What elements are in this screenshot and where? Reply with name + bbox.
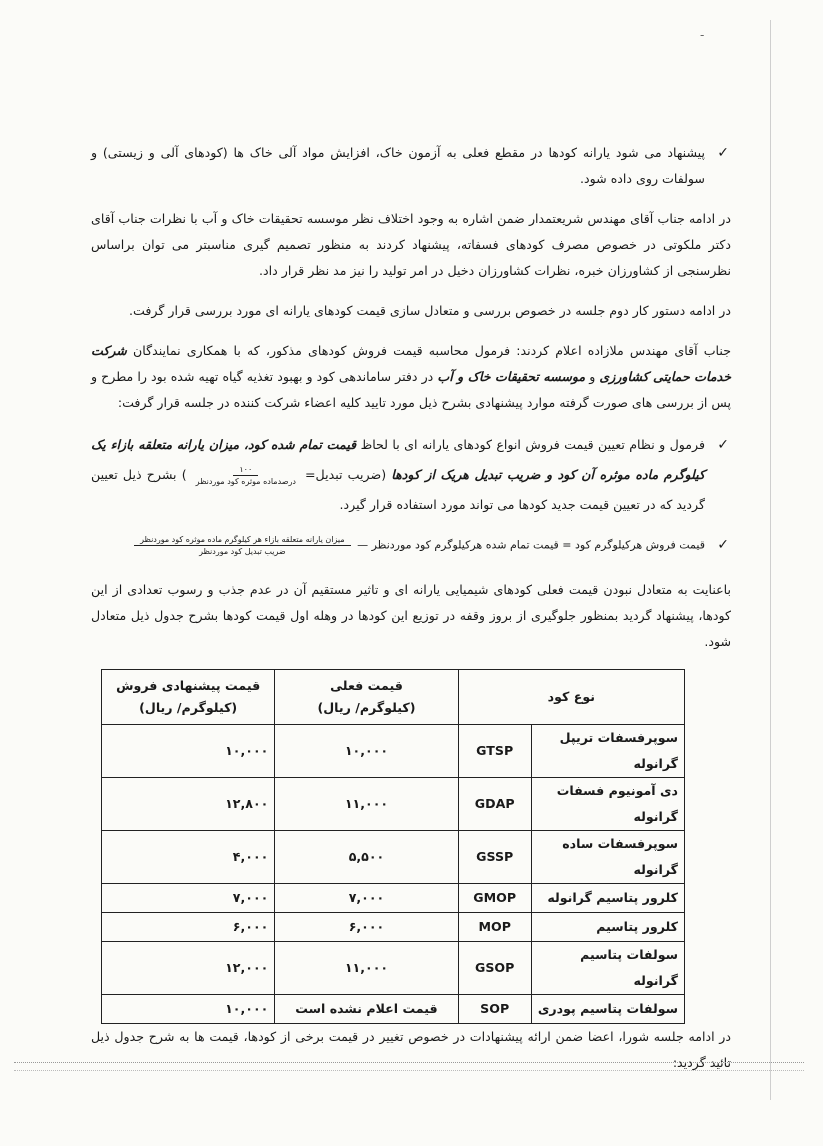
table-row: دی آمونیوم فسفات گرانوله GDAP ۱۱,۰۰۰ ۱۲,۸۰۰ <box>102 778 685 831</box>
subsidy-fraction: $\frac{\text{میزان یارانه متعلقه بازاء هر کیلوگرم ماده موثره کود موردنظر}}{\text{ضریب تبدیل کود موردنظر}}$ <box>134 534 351 557</box>
conversion-factor-fraction: $\frac{۱۰۰}{\text{درصدماده موثره کود موردنظر}}$ <box>195 465 296 486</box>
check-icon: ✓ <box>717 145 729 161</box>
paragraph-shariatmadar: در ادامه جناب آقای مهندس شریعتمدار ضمن اشاره به وجود اختلاف نظر موسسه تحقیقات خاک و آب با نظرات جناب آقای دکتر ملکوتی در خصوص مصرف کودهای فسفاته، پیشنهاد کردند به منظور تصمیم گیری مناسبتر می توان براساس نظرسنجی از کشاورزان خبره، نظرات کشاورزان دخیل در امر تولید را نیز مد نظر قرار داد. <box>91 211 731 278</box>
org-name-1: شرکت خدمات حمایتی کشاورزی <box>91 343 732 384</box>
table-header-row <box>102 670 685 725</box>
header-fertilizer-type: نوع کود <box>458 670 684 725</box>
paragraph-council-approval: در ادامه جلسه شورا، اعضا ضمن ارائه پیشنهادات در خصوص تغییر در قیمت برخی از کودها، قیمت ها به شرح جدول ذیل تائید گردید: <box>91 1029 731 1070</box>
check-icon: ✓ <box>717 537 729 553</box>
recommendation-text: پیشنهاد می شود یارانه کودها در مقطع فعلی به آزمون خاک، افزایش مواد آلی خاک ها (کودهای آلی و زیستی) و سولفات روی داده شود. <box>91 145 705 186</box>
recommendation-bullet <box>91 140 731 192</box>
footer-divider <box>14 1062 804 1063</box>
org-name-2: موسسه تحقیقات خاک و آب <box>437 369 586 384</box>
formula-bullet: ✓ فرمول و نظام تعیین قیمت فروش انواع کودهای یارانه ای با لحاظ قیمت تمام شده کود، میزان یارانه متعلقه بازاء یک کیلوگرم ماده موثره آن کود و ضریب تبدیل هریک از کودها (ضریب تبدیل= $\frac{۱۰۰}{\text{درصدماده موثره کود موردنظر}}$ ) بشرح ذیل تعیین گردید که در تعیین قیمت جدید کودها می تواند مورد استفاده قرار گیرد. <box>91 430 731 520</box>
header-current-price: قیمت فعلی (کیلوگرم/ ریال) <box>275 670 458 725</box>
formula-emphasis: قیمت تمام شده کود، میزان یارانه متعلقه بازاء یک کیلوگرم ماده موثره آن کود و ضریب تبدیل هریک از کودها <box>91 437 705 482</box>
table-row: سولفات پتاسیم گرانوله GSOP ۱۱,۰۰۰ ۱۲,۰۰۰ <box>102 942 685 995</box>
check-icon: ✓ <box>717 437 729 453</box>
price-formula: ✓ قیمت فروش هرکیلوگرم کود = قیمت تمام شده هرکیلوگرم کود موردنظر — $\frac{\text{میزان یارانه متعلقه بازاء هر کیلوگرم ماده موثره کود موردنظر}}{\text{ضریب تبدیل کود موردنظر}}$ <box>91 534 731 557</box>
paragraph-agenda-two: در ادامه دستور کار دوم جلسه در خصوص بررسی و متعادل سازی قیمت کودهای یارانه ای مورد بررسی قرار گرفت. <box>129 303 731 318</box>
table-row: سوپرفسفات تریپل گرانوله GTSP ۱۰,۰۰۰ ۱۰,۰۰۰ <box>102 725 685 778</box>
table-row: سولفات پتاسیم پودری SOP قیمت اعلام نشده است ۱۰,۰۰۰ <box>102 995 685 1024</box>
paragraph-mollazadeh: جناب آقای مهندس ملازاده اعلام کردند: فرمول محاسبه قیمت فروش کودهای مذکور، که با همکاری نمایندگان شرکت خدمات حمایتی کشاورزی و موسسه تحقیقات خاک و آب در دفتر ساماندهی کود و بهبود تغذیه گیاه تهیه شده بود را مطرح و پس از بررسی های صورت گرفته موارد پیشنهادی بشرح ذیل مورد تایید کلیه اعضاء شرکت کننده در جلسه قرار گرفت: <box>91 343 732 410</box>
document-body <box>91 140 731 1090</box>
paragraph-balancing: باعنایت به متعادل نبودن قیمت فعلی کودهای شیمیایی یارانه ای و تاثیر مستقیم آن در عدم جذب و رسوب تعدادی از این کودها، پیشنهاد گردید بمنظور جلوگیری از بروز وقفه در توزیع این کودها در وهله اول قیمت کودها بشرح جدول ذیل متعادل شود. <box>91 582 731 649</box>
header-suggested-price: قیمت پیشنهادی فروش (کیلوگرم/ ریال) <box>102 670 275 725</box>
table-row: سوپرفسفات ساده گرانوله GSSP ۵,۵۰۰ ۴,۰۰۰ <box>102 831 685 884</box>
table-row: کلرور پتاسیم گرانوله GMOP ۷,۰۰۰ ۷,۰۰۰ <box>102 884 685 913</box>
corner-mark: - <box>700 28 705 42</box>
page-fold-line <box>770 20 771 1100</box>
footer-divider <box>14 1070 804 1071</box>
fertilizer-price-table <box>101 669 685 1024</box>
table-row: کلرور پتاسیم MOP ۶,۰۰۰ ۶,۰۰۰ <box>102 913 685 942</box>
